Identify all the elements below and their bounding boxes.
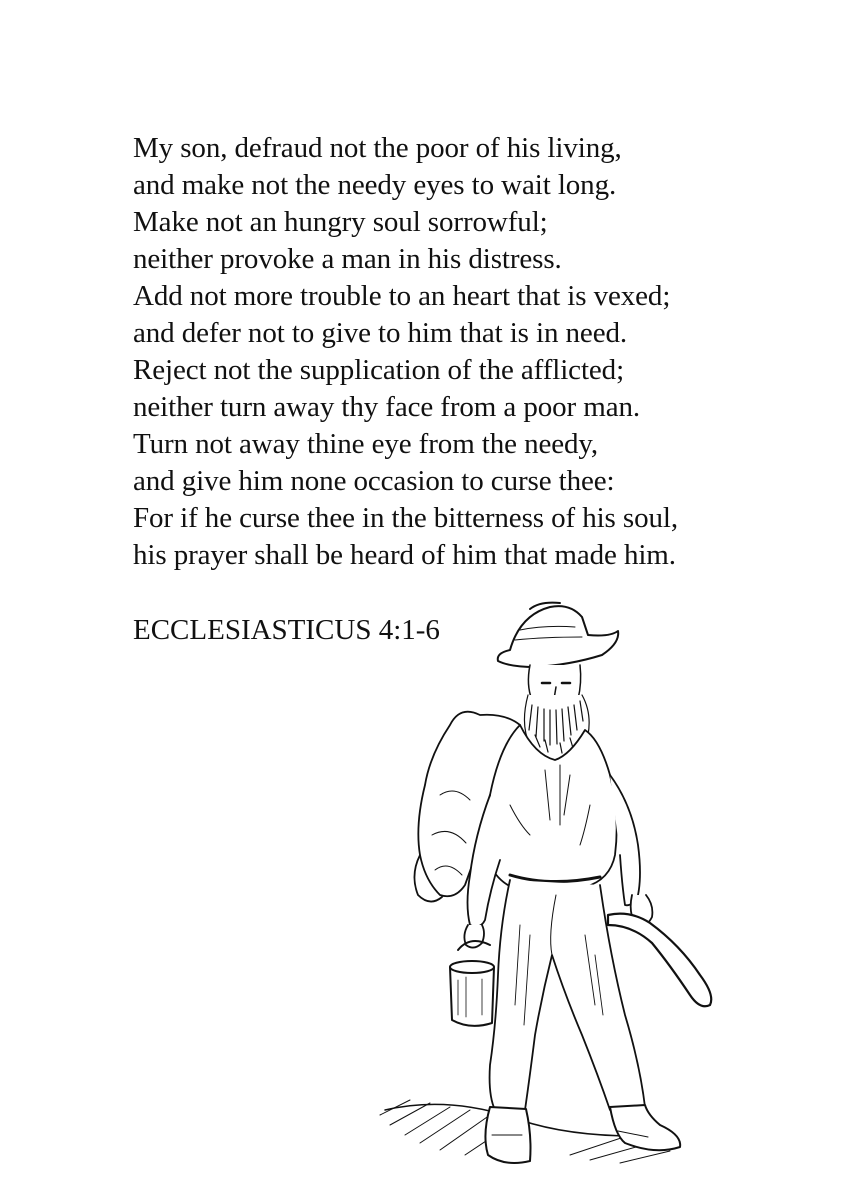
verse-line: Add not more trouble to an heart that is vexed; xyxy=(133,280,671,312)
verse-line: Turn not away thine eye from the needy, xyxy=(133,428,599,460)
verse-line: neither turn away thy face from a poor man. xyxy=(133,391,641,423)
verse-line: and make not the needy eyes to wait long. xyxy=(133,169,617,201)
verse-line: My son, defraud not the poor of his living, xyxy=(133,132,622,164)
verse-line: his prayer shall be heard of him that made him. xyxy=(133,539,676,571)
citation: ECCLESIASTICUS 4:1-6 xyxy=(133,614,440,646)
verse-line: Make not an hungry soul sorrowful; xyxy=(133,206,548,238)
bearded-swagman-icon xyxy=(370,595,740,1195)
hat xyxy=(498,603,618,667)
verse-line: and defer not to give to him that is in need. xyxy=(133,317,628,349)
verse-line: and give him none occasion to curse thee: xyxy=(133,465,615,497)
verse-line: neither provoke a man in his distress. xyxy=(133,243,562,275)
verse-line: For if he curse thee in the bitterness of his soul, xyxy=(133,502,678,534)
axe-handle-icon xyxy=(608,914,711,1007)
verse-block xyxy=(133,130,773,574)
verse-line: Reject not the supplication of the afflicted; xyxy=(133,354,625,386)
billy-can-icon xyxy=(450,941,494,1026)
